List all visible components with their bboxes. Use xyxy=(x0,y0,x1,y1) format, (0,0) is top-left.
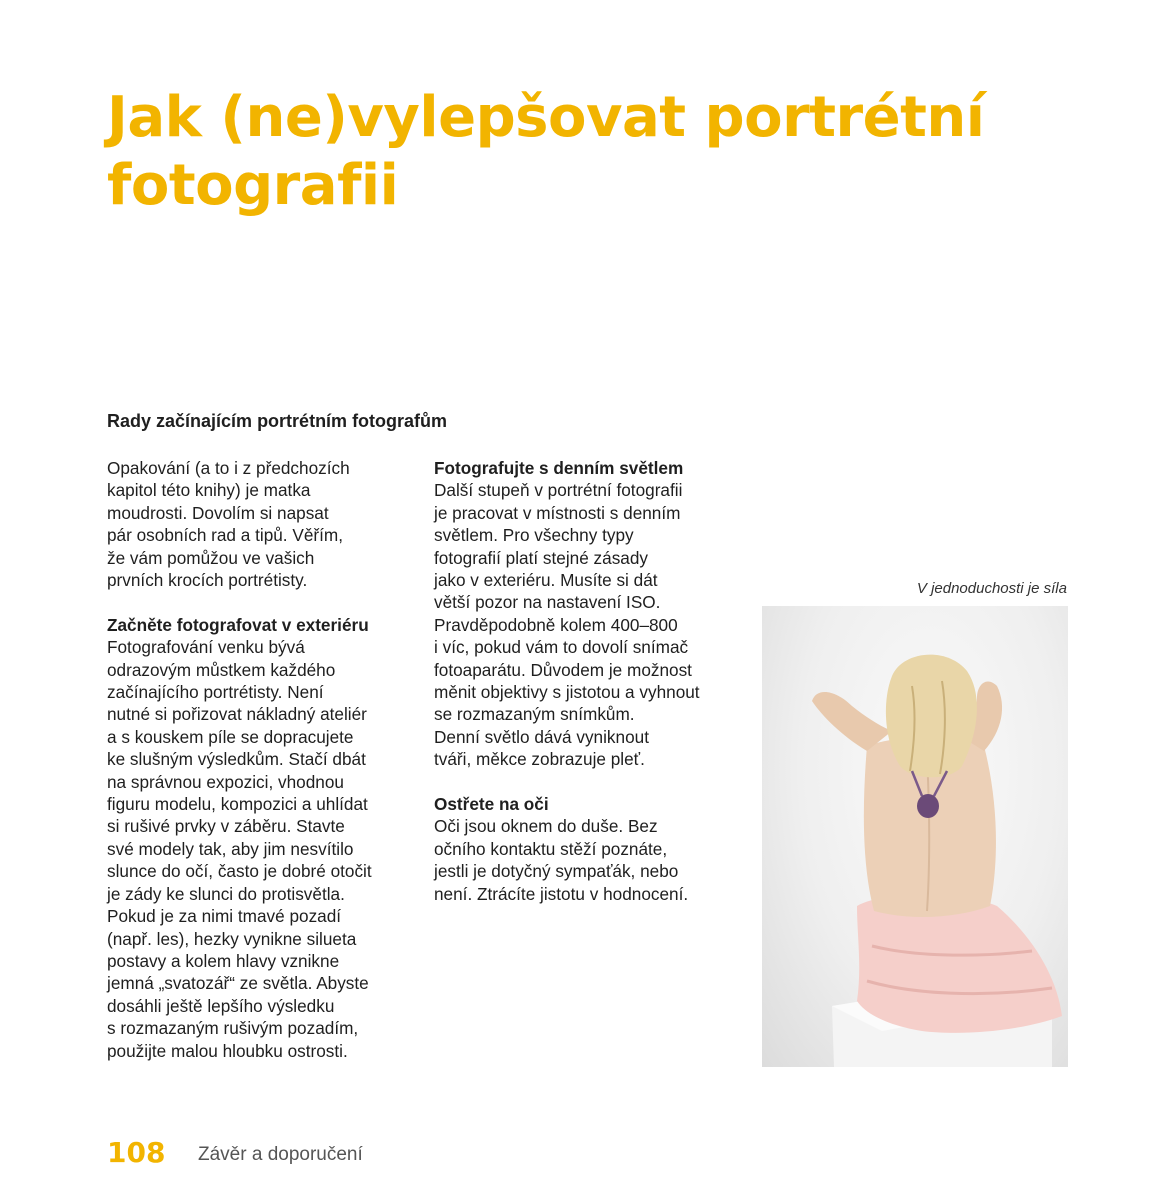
text-line: kapitol této knihy) je matka xyxy=(107,480,311,501)
focus-eyes-paragraph xyxy=(434,815,744,905)
text-line: na správnou expozici, vhodnou xyxy=(107,771,344,792)
text-line: není. Ztrácíte jistotu v hodnocení. xyxy=(434,883,689,904)
text-line: s rozmazaným rušivým pozadím, xyxy=(107,1018,359,1039)
text-line: jako v exteriéru. Musíte si dát xyxy=(434,570,658,591)
text-line: i víc, pokud vám to dovolí snímač xyxy=(434,637,689,658)
figure-caption: V jednoduchosti je síla xyxy=(916,580,1067,597)
text-line: figuru modelu, kompozici a uhlídat xyxy=(107,794,368,815)
text-line: že vám pomůžou ve vašich xyxy=(107,547,315,568)
page-title: Jak (ne)vylepšovat portrétní fotografii xyxy=(107,85,985,218)
text-line: použijte malou hloubku ostrosti. xyxy=(107,1040,348,1061)
section-heading: Rady začínajícím portrétním fotografům xyxy=(107,411,448,431)
portrait-illustration xyxy=(762,606,1068,1067)
text-line: dosáhli ještě lepšího výsledku xyxy=(107,995,335,1016)
daylight-paragraph xyxy=(434,479,744,770)
text-line: své modely tak, aby jim nesvítilo xyxy=(107,838,354,859)
intro-paragraph xyxy=(107,457,407,591)
middle-column xyxy=(434,457,744,905)
pendant-shape xyxy=(917,794,939,818)
exterior-paragraph xyxy=(107,636,407,1062)
text-line: se rozmazaným snímkům. xyxy=(434,704,635,725)
text-line: očního kontaktu stěží poznáte, xyxy=(434,838,668,859)
text-line: slunce do očí, často je dobré otočit xyxy=(107,861,372,882)
chapter-name: Závěr a doporučení xyxy=(198,1144,363,1165)
text-line: ke slušným výsledkům. Stačí dbát xyxy=(107,749,366,770)
text-line: začínajícího portrétisty. Není xyxy=(107,682,324,703)
text-line: světlem. Pro všechny typy xyxy=(434,525,634,546)
text-line: Denní světlo dává vyniknout xyxy=(434,726,649,747)
text-line: odrazovým můstkem každého xyxy=(107,659,336,680)
text-line: větší pozor na nastavení ISO. xyxy=(434,592,661,613)
text-line: Oči jsou oknem do duše. Bez xyxy=(434,816,658,837)
text-line: fotografií platí stejné zásady xyxy=(434,547,649,568)
text-line: Fotografování venku bývá xyxy=(107,637,305,658)
text-line: (např. les), hezky vynikne silueta xyxy=(107,928,357,949)
text-line: jemná „svatozář“ ze světla. Abyste xyxy=(107,973,369,994)
text-line: pár osobních rad a tipů. Věřím, xyxy=(107,525,343,546)
text-line: tváři, měkce zobrazuje pleť. xyxy=(434,749,645,770)
text-line: fotoaparátu. Důvodem je možnost xyxy=(434,659,692,680)
left-arm-shape xyxy=(812,692,892,751)
text-line: prvních krocích portrétisty. xyxy=(107,570,308,591)
text-line: postavy a kolem hlavy vznikne xyxy=(107,950,340,971)
text-line: Pravděpodobně kolem 400–800 xyxy=(434,614,678,635)
subheading-focus-eyes: Ostřete na oči xyxy=(434,794,549,815)
text-line: je zády ke slunci do protisvětla. xyxy=(107,883,345,904)
subheading-exterior: Začněte fotografovat v exteriéru xyxy=(107,614,369,635)
text-line: je pracovat v místnosti s denním xyxy=(434,502,681,523)
text-line: si rušivé prvky v záběru. Stavte xyxy=(107,816,345,837)
text-line: Opakování (a to i z předchozích xyxy=(107,458,350,478)
text-line: a s kouskem píle se dopracujete xyxy=(107,726,354,747)
page-number: 108 xyxy=(107,1136,166,1169)
left-column xyxy=(107,457,407,1062)
text-line: Pokud je za nimi tmavé pozadí xyxy=(107,906,342,927)
text-line: jestli je dotyčný sympaťák, nebo xyxy=(434,861,679,882)
portrait-photo xyxy=(762,606,1068,1067)
blonde-hair-shape xyxy=(886,655,977,778)
text-line: měnit objektivy s jistotou a vyhnout xyxy=(434,682,700,703)
pink-skirt-shape xyxy=(857,895,1062,1033)
text-line: Další stupeň v portrétní fotografii xyxy=(434,480,683,501)
subheading-daylight: Fotografujte s denním světlem xyxy=(434,458,684,478)
text-line: moudrosti. Dovolím si napsat xyxy=(107,502,329,523)
text-line: nutné si pořizovat nákladný ateliér xyxy=(107,704,367,725)
